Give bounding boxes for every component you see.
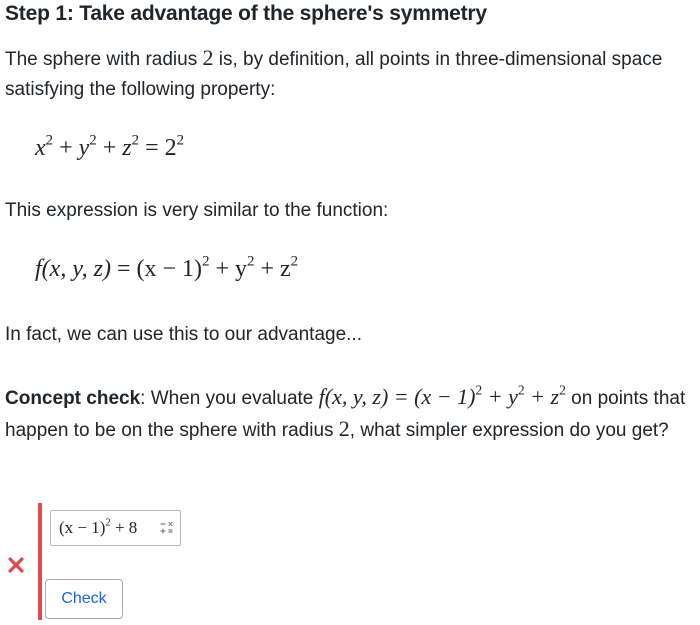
answer-base: (x − 1) <box>59 518 106 537</box>
eq-y: y <box>78 135 90 161</box>
concept-check-math <box>319 384 566 409</box>
function-equals: = <box>116 256 131 282</box>
eq-plus-2: + <box>102 135 117 161</box>
function-lhs: f(x, y, z) <box>35 256 111 282</box>
eq-plus-1: + <box>59 135 73 161</box>
math-keypad-icon[interactable] <box>159 520 175 536</box>
eq-x-exp: 2 <box>45 132 54 149</box>
function-rhs-1: (x − 1) <box>136 256 203 282</box>
concept-check-label: Concept check <box>5 388 141 409</box>
answer-exp: 2 <box>105 517 111 529</box>
eq-two: 2 <box>164 135 177 161</box>
intro-radius: 2 <box>202 45 214 70</box>
answer-status-bar <box>38 503 42 620</box>
concept-check-paragraph <box>5 382 695 446</box>
cc-math-y: + y <box>482 384 518 409</box>
eq-x: x <box>35 135 46 161</box>
function-exp-3: 2 <box>290 253 299 270</box>
function-exp-1: 2 <box>202 253 210 270</box>
function-equation <box>35 253 299 283</box>
answer-value <box>59 518 137 538</box>
step-title: Step 1: Take advantage of the sphere's symmetry <box>5 2 487 25</box>
advantage-text: In fact, we can use this to our advantage... <box>5 324 362 345</box>
eq-z: z <box>122 135 132 161</box>
cc-math-exp-1: 2 <box>475 382 483 398</box>
sphere-equation <box>35 132 185 162</box>
check-button[interactable]: Check <box>45 579 123 619</box>
incorrect-x-icon <box>7 556 25 574</box>
function-rhs-2: + y <box>209 256 248 282</box>
cc-math-z: + z <box>524 384 560 409</box>
concept-check-text1: : When you evaluate <box>140 388 319 409</box>
intro-text-before: The sphere with radius <box>5 49 203 70</box>
concept-check-radius: 2 <box>338 416 350 441</box>
cc-math-exp-2: 2 <box>517 382 525 398</box>
answer-rest: + 8 <box>110 518 138 537</box>
concept-check-text2: on points that happen to be on the sphere with radius <box>5 388 686 441</box>
function-rhs-3: + z <box>254 256 291 282</box>
intro-paragraph <box>5 43 695 105</box>
concept-check-text3: , what simpler expression do you get? <box>349 420 669 441</box>
similar-text: This expression is very similar to the function: <box>5 200 389 221</box>
answer-input[interactable] <box>50 510 181 546</box>
intro-text-after: is, by definition, all points in three-dimensional space satisfying the following property: <box>5 49 663 100</box>
function-exp-2: 2 <box>247 253 255 270</box>
eq-y-exp: 2 <box>89 132 97 149</box>
cc-math-exp-3: 2 <box>559 382 566 398</box>
eq-z-exp: 2 <box>131 132 140 149</box>
eq-equals: = <box>145 135 159 161</box>
eq-two-exp: 2 <box>176 132 185 149</box>
cc-math-main: f(x, y, z) = (x − 1) <box>318 384 476 409</box>
